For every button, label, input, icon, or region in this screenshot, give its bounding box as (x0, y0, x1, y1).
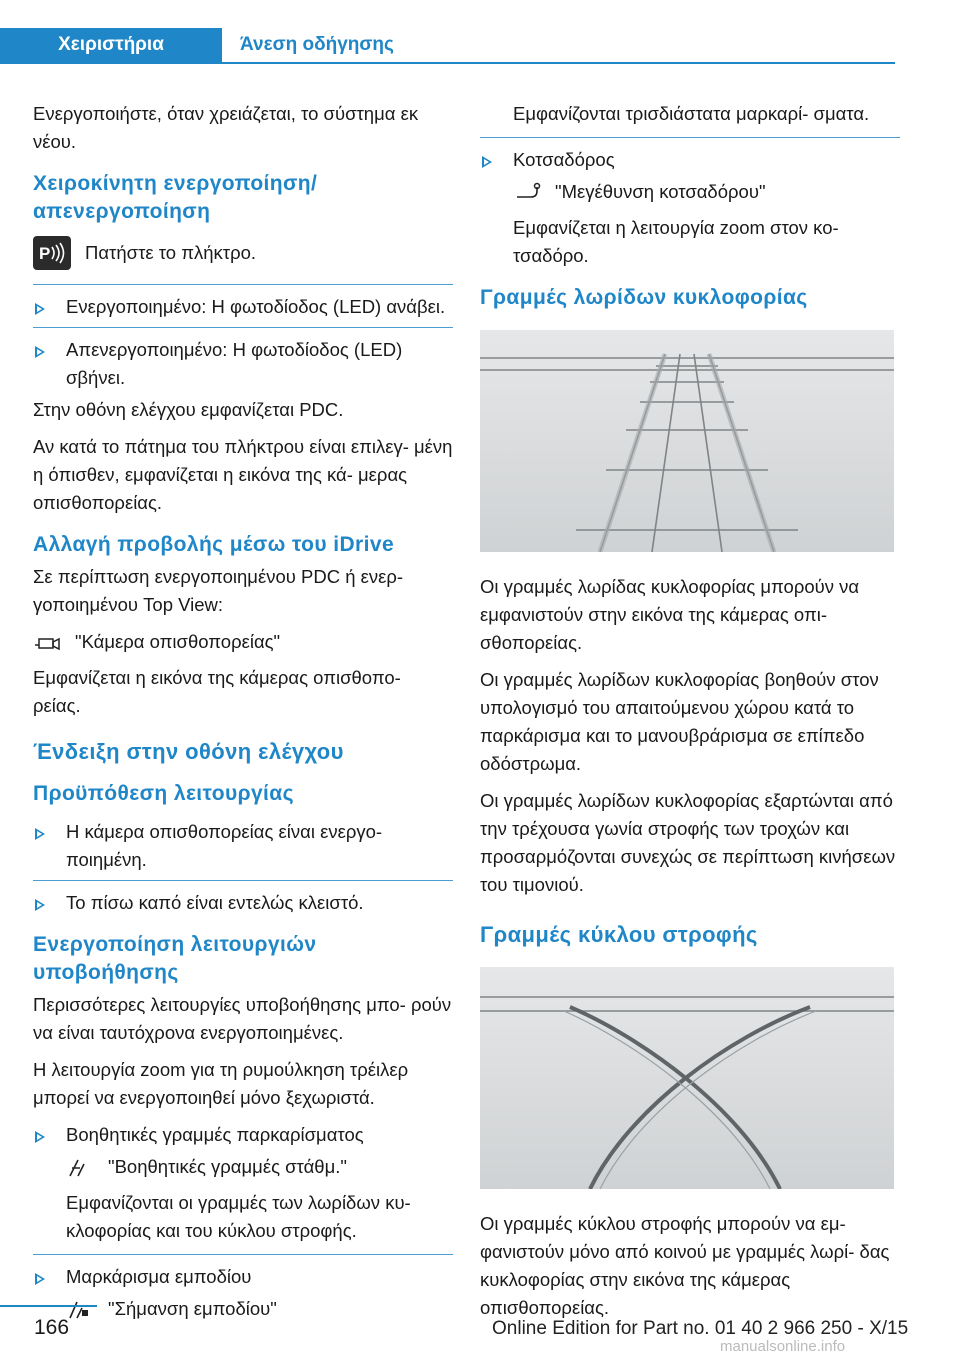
camera-menu-item: "Κάμερα οπισθοπορείας" (33, 628, 453, 656)
obstacle-marking-icon (66, 1298, 98, 1320)
hitch-shown-text: Εμφανίζεται η λειτουργία zoom στον κο- τσαδόρο. (513, 217, 839, 266)
heading-precondition: Προϋπόθεση λειτουργίας (33, 782, 294, 805)
tab-driving-comfort[interactable]: Άνεση οδήγησης (240, 34, 394, 55)
divider (33, 880, 453, 881)
divider (480, 137, 900, 138)
left-column (33, 100, 453, 1331)
press-button-text: Πατήστε το πλήκτρο. (85, 242, 257, 263)
watermark: manualsonline.info (720, 1338, 846, 1355)
heading-turning-circle: Γραμμές κύκλου στροφής (480, 922, 758, 947)
intro-text: Ενεργοποιήστε, όταν χρειάζεται, το σύστημα εκ νέου. (33, 103, 419, 152)
hitch-menu-item: "Μεγέθυνση κοτσαδόρου" (480, 178, 900, 206)
triangle-bullet-icon (482, 156, 492, 168)
zoom-text: Η λειτουργία zoom για τη ρυμούλκηση τρέιλερ μπορεί να ενεργοποιηθεί μόνο ξεχωριστά. (33, 1059, 409, 1108)
heading-display: Ένδειξη στην οθόνη ελέγχου (33, 739, 344, 764)
assist-text: Περισσότερες λειτουργίες υποβοήθησης μπο- ρούν να είναι ταυτόχρονα ενεργοποιημένες. (33, 994, 452, 1043)
list-item: Απενεργοποιημένο: Η φωτοδίοδος (LED) σβήνει. (33, 336, 453, 392)
rear-view-text: Αν κατά το πάτημα του πλήκτρου είναι επιλεγ- μένη η όπισθεν, εμφανίζεται η εικόνα της κά- μερας οπισθοπορείας. (33, 436, 453, 513)
parking-lines-icon (66, 1156, 98, 1178)
list-item: Ενεργοποιημένο: Η φωτοδίοδος (LED) ανάβει. (33, 293, 453, 321)
triangle-bullet-icon (35, 1131, 45, 1143)
lane-paragraph-2: Οι γραμμές λωρίδων κυκλοφορίας βοηθούν στον υπολογισμό του απαιτούμενου χώρου κατά το παρκάρισμα και το μανουβράρισμα σε επίπεδο οδόστρωμα. (480, 669, 879, 774)
list-item: Μαρκάρισμα εμποδίου (33, 1263, 453, 1291)
tab-controls[interactable]: Χειριστήρια (0, 28, 222, 62)
triangle-bullet-icon (35, 899, 45, 911)
pdc-button-icon (33, 236, 71, 270)
triangle-bullet-icon (35, 828, 45, 840)
list-item: Το πίσω καπό είναι εντελώς κλειστό. (33, 889, 453, 917)
triangle-bullet-icon (35, 346, 45, 358)
divider (33, 284, 453, 285)
header-divider (0, 62, 895, 64)
list-item: Βοηθητικές γραμμές παρκαρίσματος (33, 1121, 453, 1149)
heading-assist-functions: Ενεργοποίηση λειτουργιών υποβοήθησης (33, 933, 317, 984)
button-instruction (33, 236, 453, 270)
divider (33, 327, 453, 328)
list-item: Η κάμερα οπισθοπορείας είναι ενεργο- ποιημένη. (33, 818, 453, 874)
edition-text: Online Edition for Part no. 01 40 2 966 250 - X/15 (492, 1318, 909, 1339)
obstacle-shown-text: Εμφανίζονται τρισδιάστατα μαρκαρί- σματα. (513, 103, 870, 124)
right-column (480, 100, 900, 1331)
heading-idrive: Αλλαγή προβολής μέσω του iDrive (33, 533, 395, 556)
lane-paragraph-3: Οι γραμμές λωρίδων κυκλοφορίας εξαρτώνται από την τρέχουσα γωνία στροφής των τροχών και προσαρμόζονται συνεχώς σε περίπτωση κινήσεων του τιμονιού. (480, 790, 896, 895)
list-item: Κοτσαδόρος (480, 146, 900, 174)
page-number: 166 (34, 1316, 70, 1339)
trailer-hitch-icon (513, 181, 545, 203)
triangle-bullet-icon (35, 303, 45, 315)
svg-text:P: P (39, 244, 51, 263)
camera-icon (33, 631, 65, 653)
turning-circle-image (480, 967, 894, 1189)
turning-paragraph-1: Οι γραμμές κύκλου στροφής μπορούν να εμ- φανιστούν μόνο από κοινού με γραμμές λωρί- δας κυκλοφορίας στην εικόνα της κάμερας οπισθοπορείας. (480, 1213, 890, 1318)
parking-menu-item: "Βοηθητικές γραμμές στάθμ." (33, 1153, 453, 1181)
pdc-shown-text: Στην οθόνη ελέγχου εμφανίζεται PDC. (33, 399, 344, 420)
parking-shown-text: Εμφανίζονται οι γραμμές των λωρίδων κυ- κλοφορίας και του κύκλου στροφής. (66, 1192, 411, 1241)
footer-divider (0, 1305, 97, 1307)
page-header (0, 0, 960, 64)
triangle-bullet-icon (35, 1273, 45, 1285)
obstacle-menu-item: "Σήμανση εμποδίου" (33, 1295, 453, 1323)
lane-paragraph-1: Οι γραμμές λωρίδας κυκλοφορίας μπορούν να εμφανιστούν στην εικόνα της κάμερας οπι- σθοπορείας. (480, 576, 860, 653)
heading-manual-activation: Χειροκίνητη ενεργοποίηση/ απενεργοποίηση (33, 172, 318, 223)
lane-lines-image (480, 330, 894, 552)
heading-lane-lines: Γραμμές λωρίδων κυκλοφορίας (480, 286, 808, 309)
camera-shown-text: Εμφανίζεται η εικόνα της κάμερας οπισθοπο- ρείας. (33, 667, 401, 716)
divider (33, 1254, 453, 1255)
idrive-text: Σε περίπτωση ενεργοποιημένου PDC ή ενερ- γοποιημένου Top View: (33, 566, 404, 615)
